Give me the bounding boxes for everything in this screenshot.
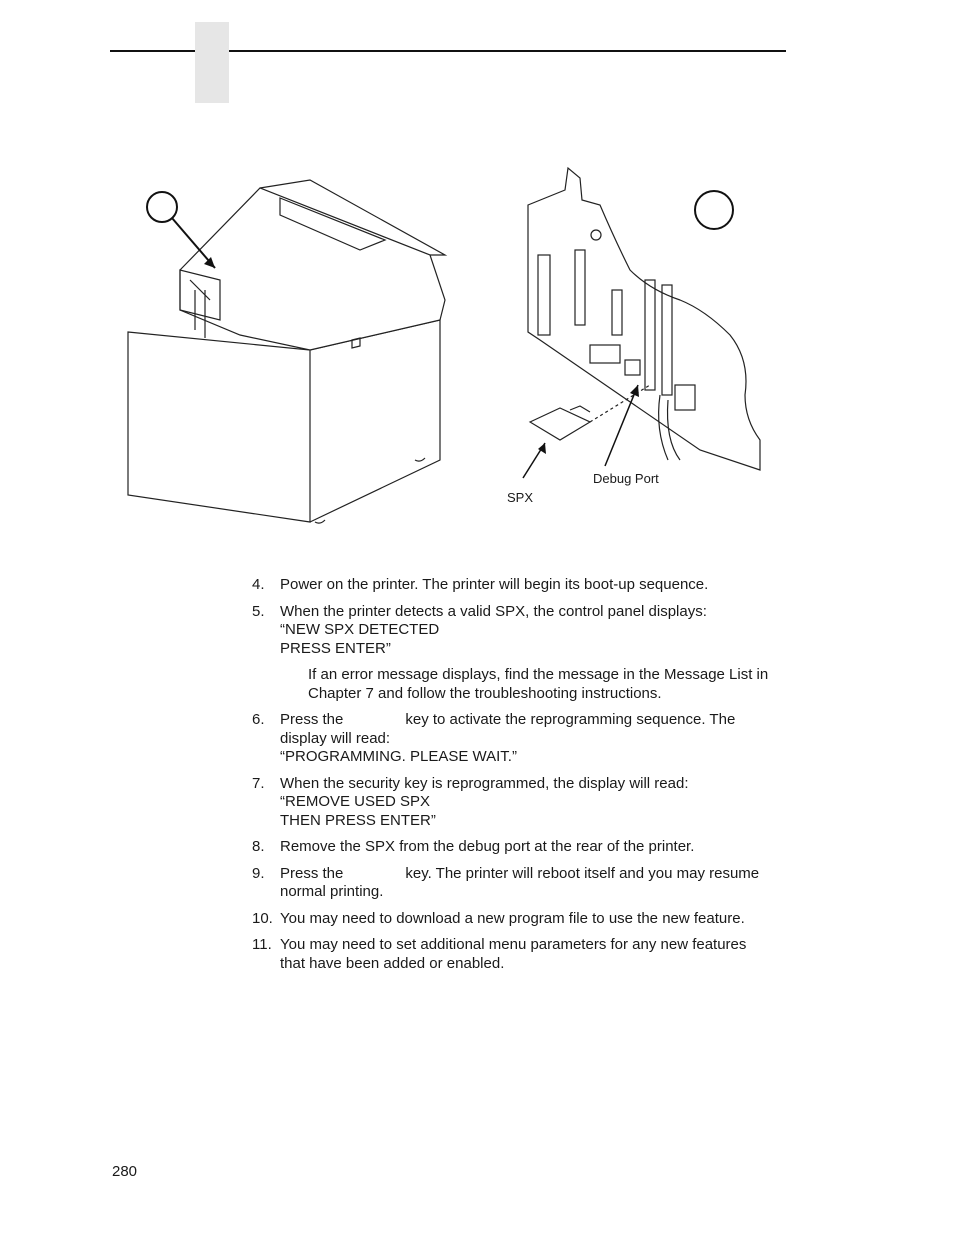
page-number: 280 — [112, 1163, 138, 1180]
chapter-tab — [195, 22, 229, 103]
printer-lid — [180, 188, 445, 350]
error-note: If an error message displays, find the message in the Message List in Chapter 7 and follow the troubleshooting instructions. — [308, 666, 769, 702]
callout-circle-right — [695, 191, 733, 229]
cabinet-side — [310, 320, 440, 522]
callout-circle-left — [147, 192, 177, 222]
step-9: 9. Press the key. The printer will reboot itself and you may resume normal printing. — [252, 864, 760, 900]
step-8: 8. Remove the SPX from the debug port at the rear of the printer. — [252, 838, 695, 855]
step-11: 11. You may need to set additional menu parameters for any new features that have been added or enabled. — [252, 936, 747, 972]
step-10: 10. You may need to download a new program file to use the new feature. — [252, 909, 745, 927]
debug-port-label: Debug Port — [593, 471, 659, 486]
printer-illustration — [120, 160, 800, 530]
spx-device — [530, 408, 590, 440]
step-4: 4. Power on the printer. The printer will begin its boot-up sequence. — [252, 576, 709, 593]
step-7: 7. When the security key is reprogrammed, the display will read: “REMOVE USED SPX THEN PRESS ENTER” — [252, 774, 689, 829]
step-6: 6. Press the key to activate the reprogramming sequence. The display will read: “PROGRAMMING. PLEASE WAIT.” — [252, 711, 736, 765]
spx-label: SPX — [507, 490, 534, 505]
printer-figure — [120, 160, 800, 530]
door-latch — [352, 338, 360, 348]
step-5: 5. When the printer detects a valid SPX, the control panel displays: “NEW SPX DETECTED PRESS ENTER” — [252, 602, 707, 657]
procedure-steps — [252, 576, 792, 981]
cabinet-door — [128, 332, 310, 522]
